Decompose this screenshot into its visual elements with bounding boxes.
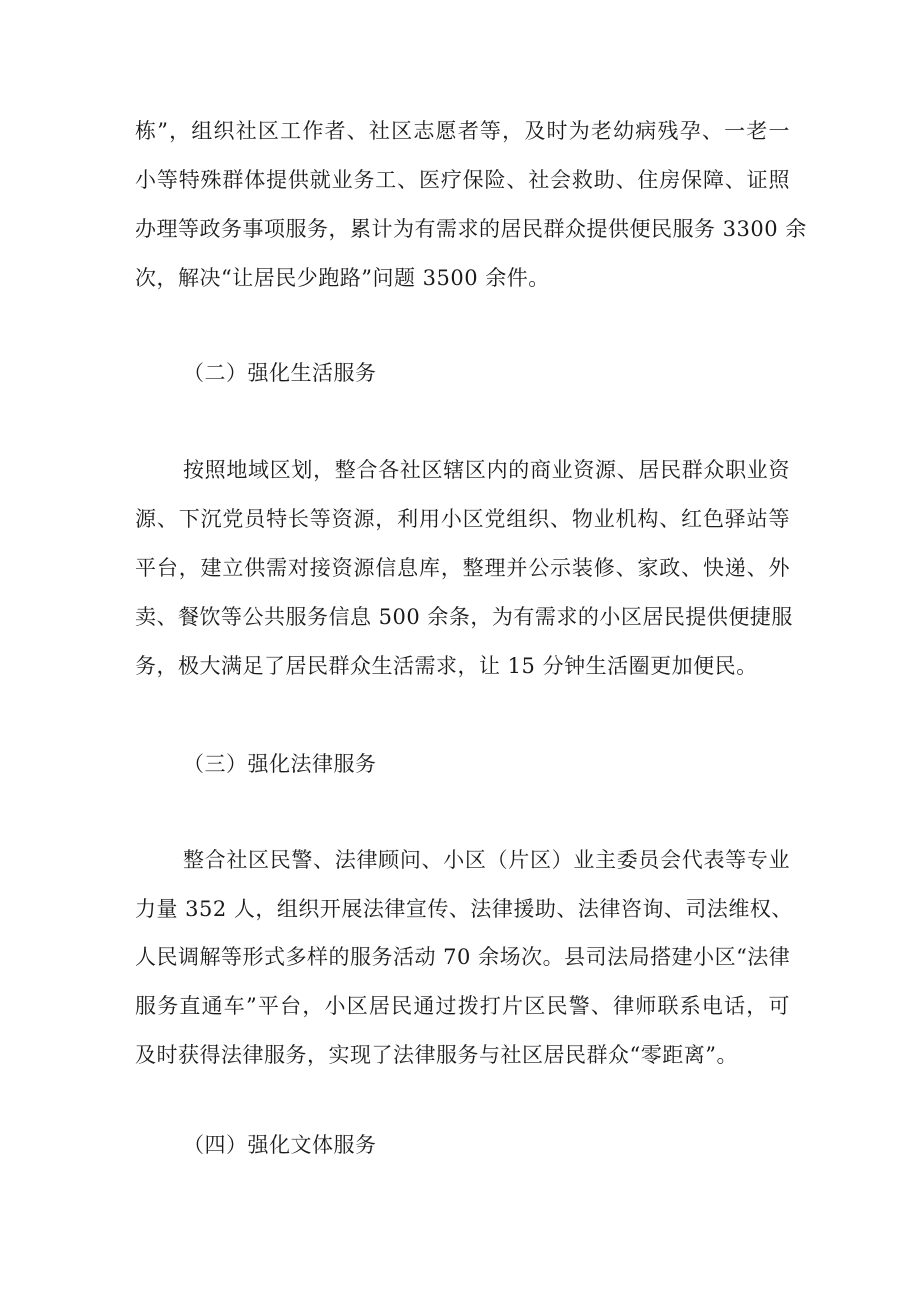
paragraph-line: 卖、餐饮等公共服务信息 500 余条，为有需求的小区居民提供便捷服 bbox=[135, 605, 793, 629]
paragraph-line: 栋”，组织社区工作者、社区志愿者等，及时为老幼病残孕、一老一 bbox=[135, 119, 790, 143]
paragraph-line: 服务直通车”平台，小区居民通过拨打片区民警、律师联系电话，可 bbox=[135, 994, 790, 1018]
paragraph-line: 平台，建立供需对接资源信息库，整理并公示装修、家政、快递、外 bbox=[135, 556, 790, 580]
paragraph-line: 办理等政务事项服务，累计为有需求的居民群众提供便民服务 3300 余 bbox=[135, 217, 807, 241]
paragraph-line: 力量 352 人，组织开展法律宣传、法律援助、法律咨询、司法维权、 bbox=[135, 897, 793, 921]
paragraph-line: 人民调解等形式多样的服务活动 70 余场次。县司法局搭建小区“法律 bbox=[135, 945, 791, 969]
paragraph-line: 整合社区民警、法律顾问、小区（片区）业主委员会代表等专业 bbox=[183, 848, 790, 872]
section-heading-3: （三）强化法律服务 bbox=[183, 752, 377, 776]
paragraph-line: 务，极大满足了居民群众生活需求，让 15 分钟生活圈更加便民。 bbox=[135, 654, 758, 678]
paragraph-line: 按照地域区划，整合各社区辖区内的商业资源、居民群众职业资 bbox=[183, 458, 790, 482]
paragraph-line: 次，解决“让居民少跑路”问题 3500 余件。 bbox=[135, 266, 550, 290]
paragraph-line: 及时获得法律服务，实现了法律服务与社区居民群众“零距离”。 bbox=[135, 1043, 738, 1067]
section-heading-2: （二）强化生活服务 bbox=[183, 361, 377, 385]
paragraph-line: 小等特殊群体提供就业务工、医疗保险、社会救助、住房保障、证照 bbox=[135, 168, 790, 192]
paragraph-line: 源、下沉党员特长等资源，利用小区党组织、物业机构、红色驿站等 bbox=[135, 507, 790, 531]
section-heading-4: （四）强化文体服务 bbox=[183, 1133, 377, 1157]
